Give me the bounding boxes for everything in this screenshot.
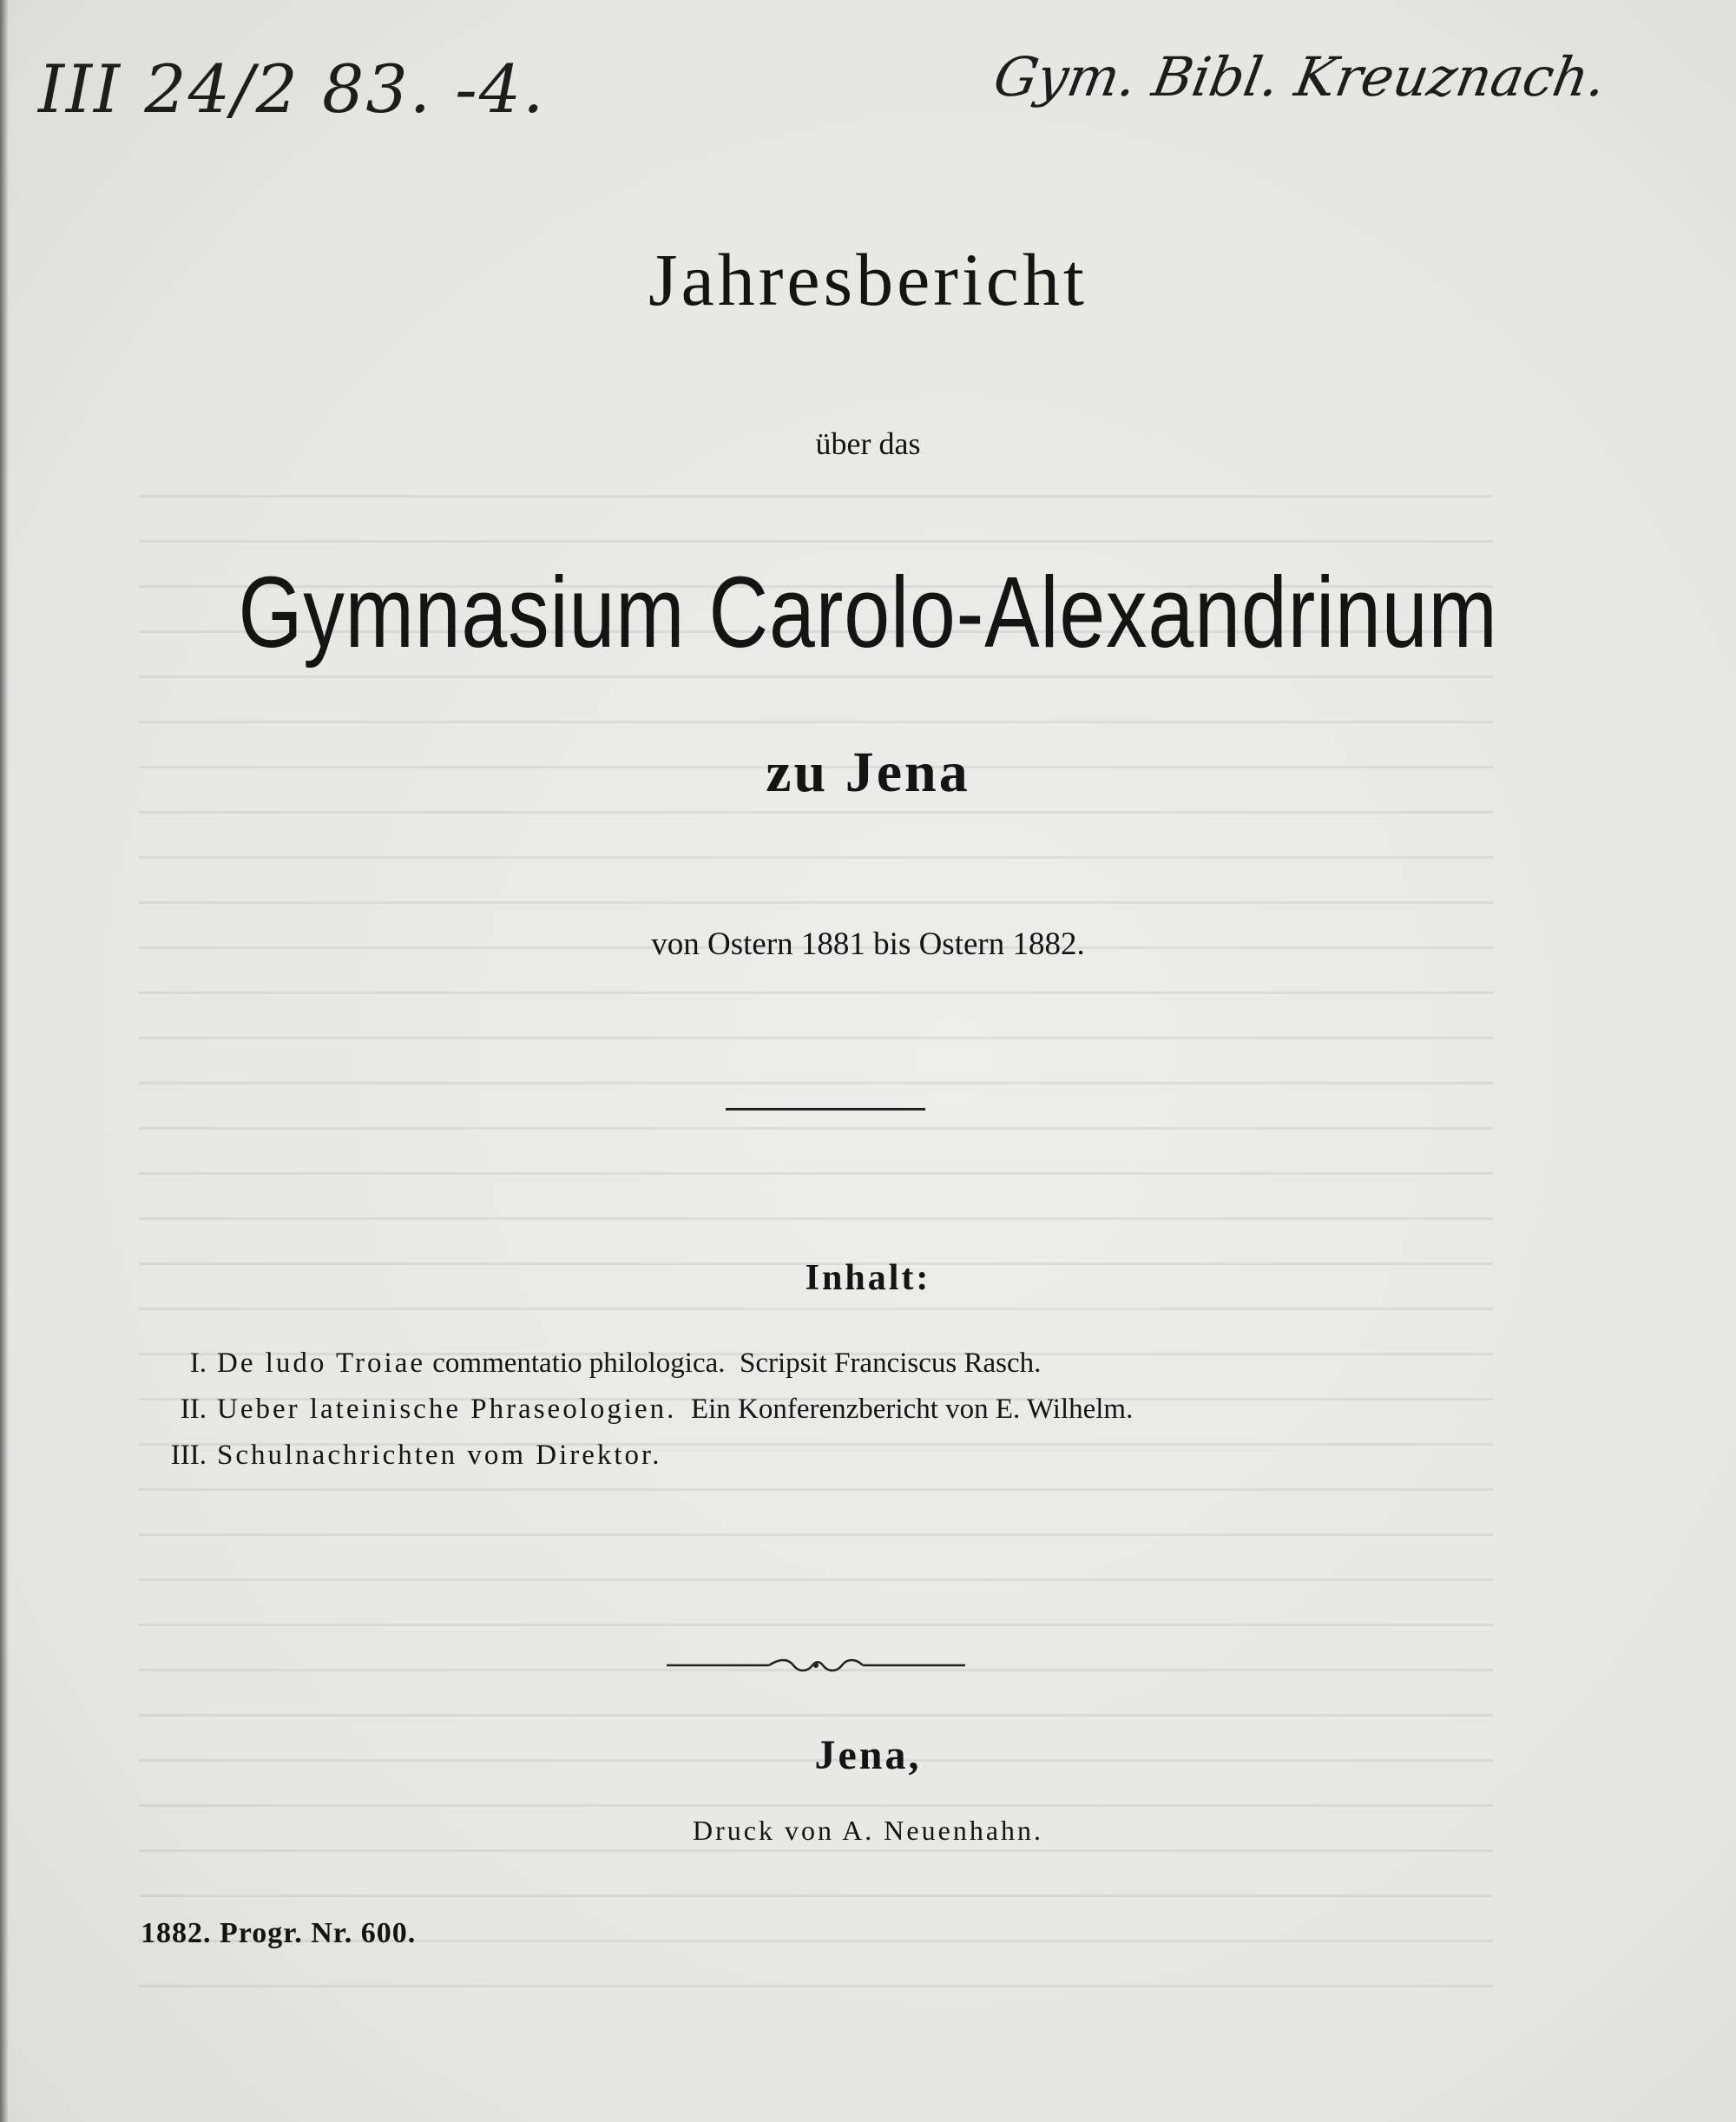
contents-item-title: De ludo Troiae: [217, 1348, 425, 1379]
imprint-city: Jena,: [814, 1732, 922, 1778]
contents-item: [144, 1341, 1498, 1387]
contents-item-number: III.: [170, 1440, 207, 1471]
contents-item-description: commentatio philologica. Scripsit Franciscus Rasch.: [425, 1348, 1042, 1379]
institution-name: Gymnasium Carolo-Alexandrinum: [238, 556, 1498, 669]
report-title: Jahresbericht: [648, 238, 1088, 321]
contents-item: [144, 1433, 1498, 1479]
handwritten-library-note: Gym. Bibl. Kreuznach.: [989, 45, 1612, 109]
contents-item: [144, 1387, 1498, 1433]
contents-heading: Inhalt:: [805, 1258, 931, 1298]
contents-list: [144, 1341, 1498, 1479]
period-line: von Ostern 1881 bis Ostern 1882.: [651, 926, 1085, 962]
divider-rule: [726, 1108, 925, 1110]
program-number: 1882. Progr. Nr. 600.: [141, 1917, 417, 1949]
contents-item-title: Schulnachrichten vom Direktor.: [217, 1440, 662, 1471]
contents-item-description: Ein Konferenzbericht von E. Wilhelm.: [676, 1394, 1134, 1425]
handwritten-shelfmark: III 24/2 83. -4.: [38, 50, 546, 128]
place-line: zu Jena: [766, 741, 970, 804]
contents-item-number: I.: [189, 1348, 207, 1379]
printer-line: Druck von A. Neuenhahn.: [692, 1815, 1044, 1846]
ornamental-divider: [667, 1657, 965, 1674]
contents-item-title: Ueber lateinische Phraseologien.: [217, 1394, 677, 1425]
preposition-line: über das: [815, 426, 921, 461]
contents-item-number: II.: [180, 1394, 207, 1425]
